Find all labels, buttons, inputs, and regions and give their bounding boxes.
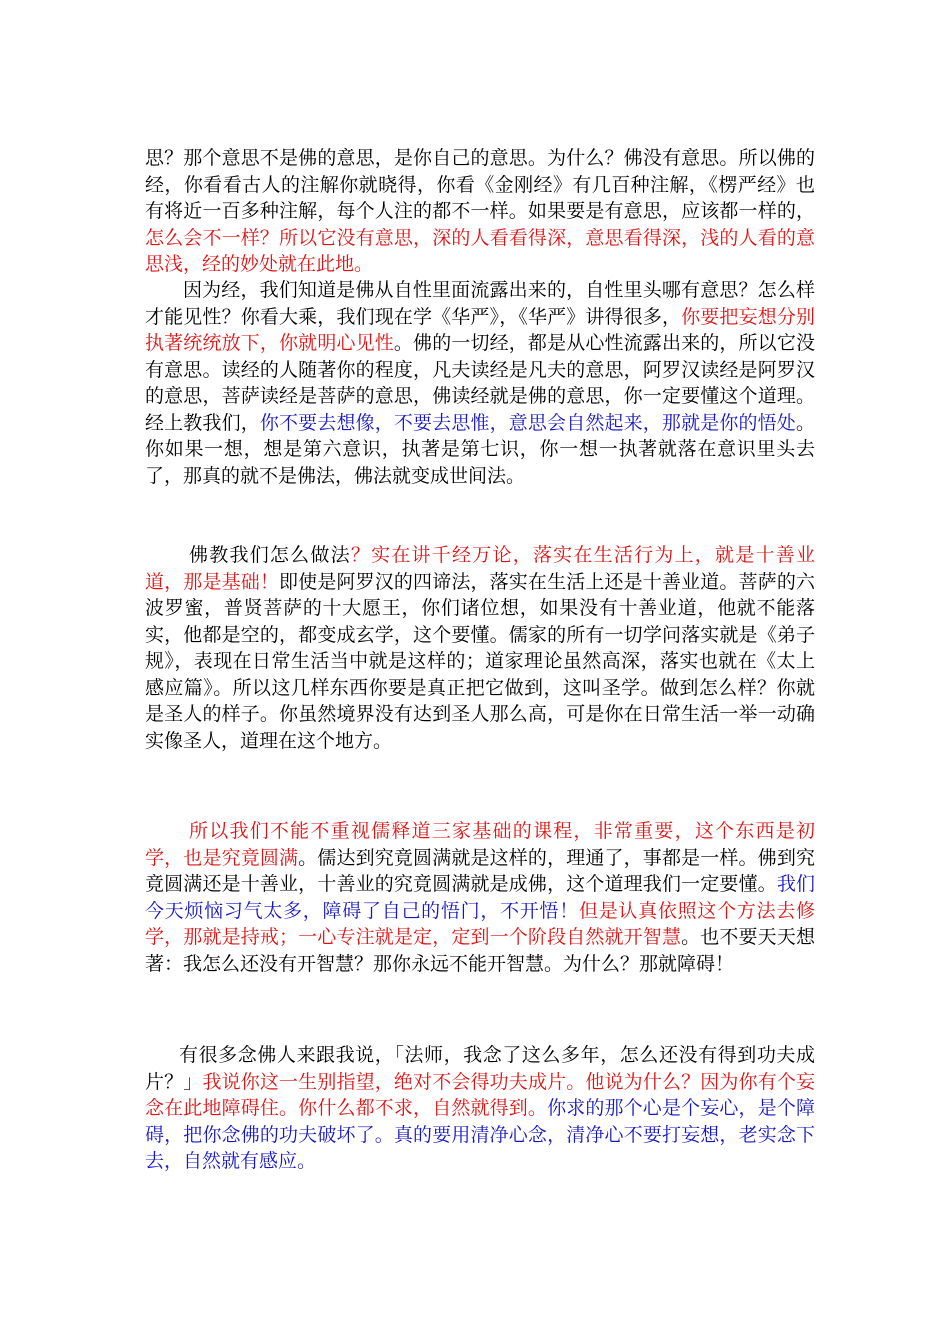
paragraph-5-text-red: 我说你这一生别指望，绝对不会得功夫成片。他说为什么？因为你有个妄念在此地障碍住。你什么都不求，自然就得到。 (145, 1070, 815, 1119)
paragraph-2-text-normal: 因为经，我们知道是佛从自性里面流露出来的，自性里头哪有意思？怎么样才能见性？你看大乘，我们现在学《华严》，《华严》讲得很多， (145, 279, 815, 328)
paragraph-3-text-red: ？实在讲千经万论，落实在生活行为上，就是十善业道，那是基础！ (145, 544, 815, 593)
paragraph-4-text-red: 所以我们不能不重视儒释道三家基础的课程，非常重要，这个东西是初学，也是究竟圆满 (145, 820, 815, 869)
paragraph-4 (145, 818, 815, 977)
paragraph-2-text-normal-2: 。佛的一切经，都是从心性流露出来的，所以它没有意思。读经的人随著你的程度，凡夫读经是凡夫的意思，阿罗汉读经是阿罗汉的意思，菩萨读经是菩萨的意思，佛读经就是佛的意思，你一定要懂这个道理。经上教我们， (145, 332, 815, 434)
paragraph-4-text-red-2: 但是认真依照这个方法去修学，那就是持戒；一心专注就是定，定到一个阶段自然就开智慧 (145, 899, 815, 948)
paragraph-2 (145, 277, 815, 489)
paragraph-2-text-blue: 你不要去想像，不要去思惟，意思会自然起来，那就是你的悟处 (259, 411, 796, 434)
paragraph-1-text-normal: 思？那个意思不是佛的意思，是你自己的意思。为什么？佛没有意思。所以佛的经，你看看古人的注解你就晓得，你看《金刚经》有几百种注解，《楞严经》也有将近一百多种注解，每个人注的都不一样。如果要是有意思，应该都一样的， (145, 147, 815, 222)
paragraph-3-text-normal: 佛教我们怎么做法 (189, 544, 351, 566)
paragraph-5-text-normal: 有很多念佛人来跟我说，「法师，我念了这么多年，怎么还没有得到功夫成片？」 (145, 1044, 815, 1093)
paragraph-4-text-blue: 我们今天烦恼习气太多，障碍了自己的悟门，不开悟！ (145, 873, 815, 922)
paragraph-2-text-red: 你要把妄想分别执著统统放下，你就明心见性 (145, 305, 815, 354)
paragraph-1 (145, 145, 815, 278)
paragraph-3 (145, 542, 815, 754)
paragraph-1-text-red: 怎么会不一样？所以它没有意思，深的人看看得深，意思看得深，浅的人看的意思浅，经的妙处就在此地。 (145, 226, 815, 275)
paragraph-2-text-normal-3: 。你如果一想，想是第六意识，执著是第七识，你一想一执著就落在意识里头去了，那真的就不是佛法，佛法就变成世间法。 (145, 411, 815, 487)
paragraph-4-text-normal-2: 。也不要天天想著：我怎么还没有开智慧？那你永远不能开智慧。为什么？那就障碍！ (145, 926, 815, 975)
paragraph-4-text-normal: 。儒达到究竟圆满就是这样的，理通了，事都是一样。佛到究竟圆满还是十善业，十善业的究竟圆满就是成佛，这个道理我们一定要懂。 (145, 846, 815, 895)
paragraph-5-text-blue: 你求的那个心是个妄心，是个障碍，把你念佛的功夫破坏了。真的要用清净心念，清净心不要打妄想，老实念下去，自然就有感应。 (145, 1097, 815, 1172)
paragraph-5 (145, 1042, 815, 1175)
paragraph-3-text-normal-2: 即使是阿罗汉的四谛法，落实在生活上还是十善业道。菩萨的六波罗蜜，普贤菩萨的十大愿王，你们诸位想，如果没有十善业道，他就不能落实，他都是空的，都变成玄学，这个要懂。儒家的所有一切学问落实就是《弟子规》，表现在日常生活当中就是这样的；道家理论虽然高深，落实也就在《太上感应篇》。所以这几样东西你要是真正把它做到，这叫圣学。做到怎么样？你就是圣人的样子。你虽然境界没有达到圣人那么高，可是你在日常生活一举一动确实像圣人，道理在这个地方。 (145, 570, 815, 752)
